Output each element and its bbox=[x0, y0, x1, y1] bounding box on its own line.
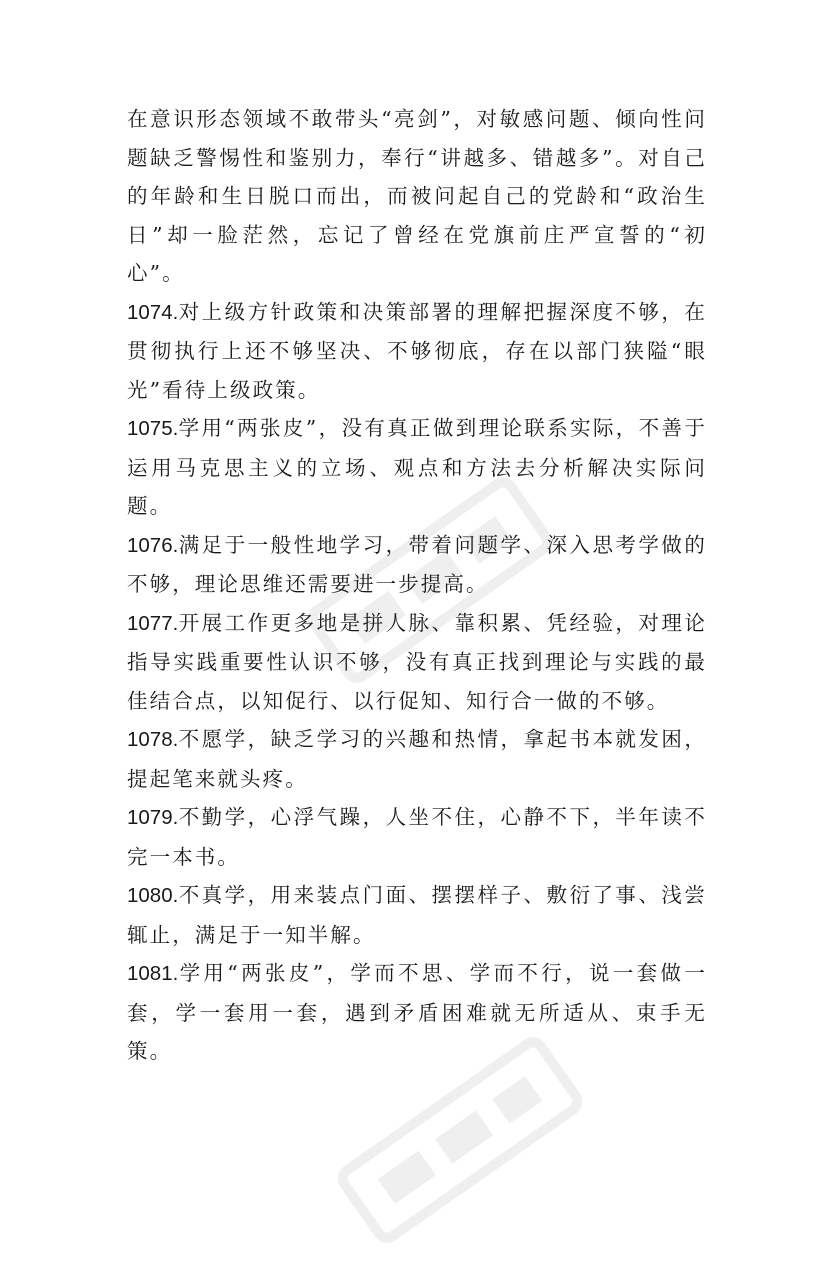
item-text: 对上级方针政策和决策部署的理解把握深度不够，在贯彻执行上还不够坚决、不够彻底，存在以部门狭隘“眼光”看待上级政策。 bbox=[127, 299, 707, 402]
item-text: 不勤学，心浮气躁，人坐不住，心静不下，半年读不完一本书。 bbox=[127, 805, 707, 869]
item-text: 学用“两张皮”，学而不思、学而不行，说一套做一套，学一套用一套，遇到矛盾困难就无所适从、束手无策。 bbox=[127, 961, 707, 1063]
list-item bbox=[127, 798, 707, 876]
item-number: 1080. bbox=[127, 884, 179, 907]
list-item bbox=[127, 409, 707, 526]
list-item bbox=[127, 293, 707, 410]
item-number: 1079. bbox=[127, 806, 179, 829]
list-item bbox=[127, 876, 707, 954]
list-item bbox=[127, 720, 707, 798]
item-number: 1074. bbox=[127, 300, 179, 324]
list-item bbox=[127, 954, 707, 1071]
item-text: 满足于一般性地学习，带着问题学、深入思考学做的不够，理论思维还需要进一步提高。 bbox=[127, 532, 707, 596]
item-text: 学用“两张皮”，没有真正做到理论联系实际，不善于运用马克思主义的立场、观点和方法去分析解决实际问题。 bbox=[127, 416, 707, 518]
list-item bbox=[127, 604, 707, 721]
item-text: 开展工作更多地是拼人脉、靠积累、凭经验，对理论指导实践重要性认识不够，没有真正找到理论与实践的最佳结合点，以知促行、以行促知、知行合一做的不够。 bbox=[127, 610, 707, 713]
item-number: 1077. bbox=[127, 611, 179, 635]
item-text: 不真学，用来装点门面、摆摆样子、敷衍了事、浅尝辄止，满足于一知半解。 bbox=[127, 883, 707, 947]
item-number: 1076. bbox=[127, 533, 179, 557]
item-text: 不愿学，缺乏学习的兴趣和热情，拿起书本就发困，提起笔来就头疼。 bbox=[127, 727, 707, 791]
item-number: 1078. bbox=[127, 728, 179, 751]
paragraph-text: 在意识形态领域不敢带头“亮剑”，对敏感问题、倾向性问题缺乏警惕性和鉴别力，奉行“讲越多、错越多”。对自己的年龄和生日脱口而出，而被问起自己的党龄和“政治生日”却一脸茫然，忘记了曾经在党旗前庄严宣誓的“初心”。 bbox=[127, 107, 707, 285]
item-number: 1075. bbox=[127, 417, 179, 440]
paragraph-continuation bbox=[127, 100, 707, 293]
item-number: 1081. bbox=[127, 962, 179, 985]
list-item bbox=[127, 526, 707, 604]
document-body bbox=[127, 100, 707, 1071]
